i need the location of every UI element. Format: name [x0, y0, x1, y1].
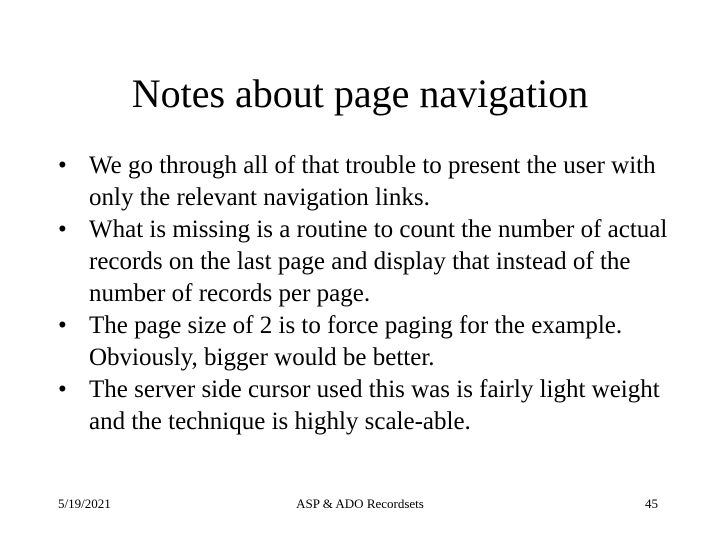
bullet-item — [54, 374, 674, 438]
footer-title: ASP & ADO Recordsets — [296, 496, 424, 511]
footer-page-number: 45 — [645, 496, 658, 511]
bullet-item — [54, 310, 674, 374]
bullet-item — [54, 214, 674, 310]
footer-date: 5/19/2021 — [58, 496, 111, 511]
bullet-text: The server side cursor used this was is fairly light weight and the technique is highly scale-able. — [89, 376, 660, 435]
bullet-text: We go through all of that trouble to present the user with only the relevant navigation links. — [89, 152, 656, 211]
bullet-marker: • — [58, 312, 67, 339]
bullet-text: What is missing is a routine to count the number of actual records on the last page and display that instead of the number of records per page. — [89, 216, 668, 307]
bullet-text: The page size of 2 is to force paging for the example. Obviously, bigger would be better. — [89, 312, 623, 371]
slide-title: Notes about page navigation — [131, 71, 589, 116]
bullet-marker: • — [58, 376, 67, 403]
bullet-item — [54, 150, 674, 214]
bullet-marker: • — [58, 152, 67, 179]
bullet-marker: • — [58, 216, 67, 243]
bullet-list — [54, 150, 674, 438]
